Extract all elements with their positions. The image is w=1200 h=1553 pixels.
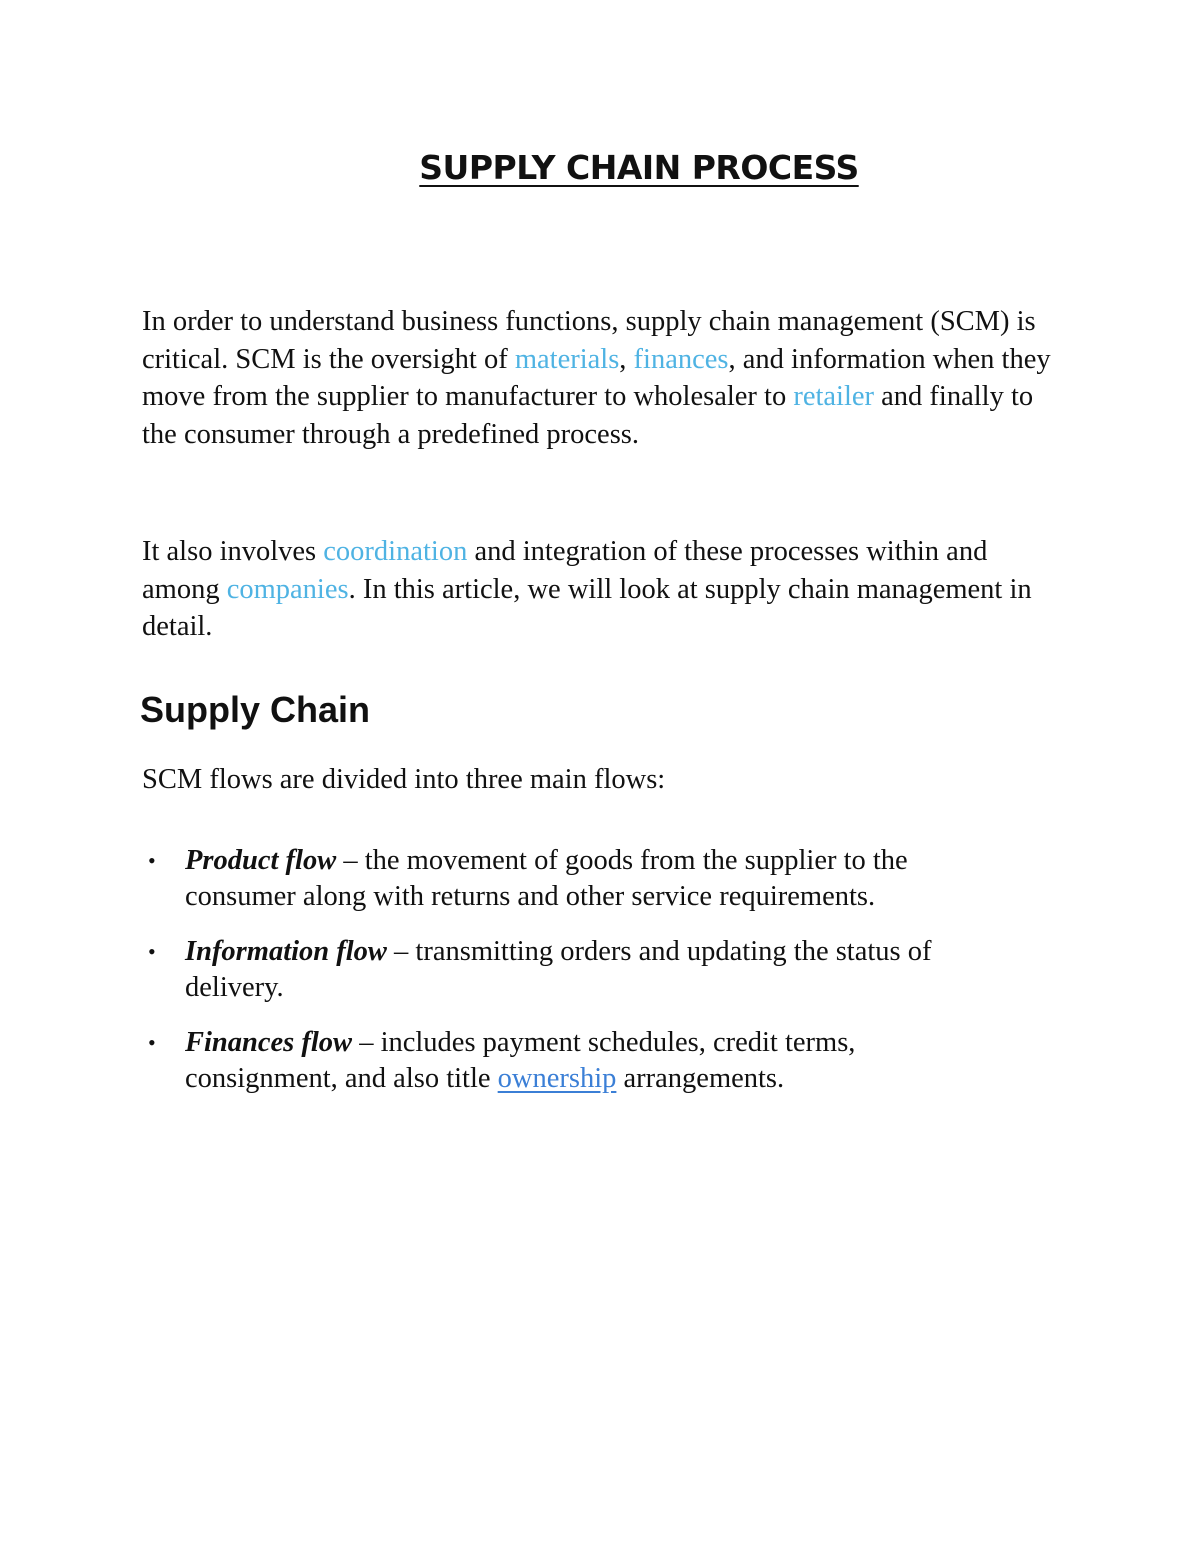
paragraph-text: It also involves xyxy=(142,536,324,567)
term-product-flow: Product flow xyxy=(185,845,337,876)
intro-paragraph-2 xyxy=(142,533,1052,646)
term-information-flow: Information flow xyxy=(185,936,387,967)
list-item-finances-flow xyxy=(0,1025,1015,1097)
link-retailer[interactable]: retailer xyxy=(793,381,875,412)
paragraph-text: In order to understand business functions, supply chain management (SCM) is critical. SCM is the oversight of xyxy=(142,306,1036,375)
document-title: SUPPLY CHAIN PROCESS xyxy=(419,148,859,187)
item-text: – includes payment schedules, credit terms, consignment, and also title xyxy=(185,1027,856,1094)
item-text: – transmitting orders and updating the status of delivery. xyxy=(185,936,932,1003)
paragraph-text: and integration of these processes within and among xyxy=(142,536,988,605)
link-companies[interactable]: companies xyxy=(226,573,349,605)
section-lead: SCM flows are divided into three main flows: xyxy=(142,764,666,795)
item-text: arrangements. xyxy=(616,1063,785,1094)
link-coordination[interactable]: coordination xyxy=(323,536,468,567)
bullet-icon: • xyxy=(148,939,156,964)
intro-paragraph-1 xyxy=(142,303,1052,453)
term-finances-flow: Finances flow xyxy=(185,1027,353,1058)
paragraph-text: and finally to the consumer through a predefined process. xyxy=(142,381,1034,450)
section-heading: Supply Chain xyxy=(140,689,371,730)
bullet-icon: • xyxy=(148,1030,156,1055)
link-finances[interactable]: finances xyxy=(633,343,729,375)
list-item-information-flow xyxy=(0,934,1015,1006)
bullet-icon: • xyxy=(148,848,156,873)
paragraph-text: . In this article, we will look at supply chain management in detail. xyxy=(142,573,1032,642)
paragraph-text: , xyxy=(619,343,634,375)
paragraph-text: , and information when they move from the supplier to manufacturer to wholesaler to xyxy=(142,343,1051,412)
flows-list xyxy=(0,843,1200,1116)
list-item-product-flow xyxy=(0,843,1015,915)
link-materials[interactable]: materials xyxy=(514,343,620,375)
link-ownership[interactable]: ownership xyxy=(497,1063,617,1094)
item-text: – the movement of goods from the supplier to the consumer along with returns and other service requirements. xyxy=(185,845,908,912)
